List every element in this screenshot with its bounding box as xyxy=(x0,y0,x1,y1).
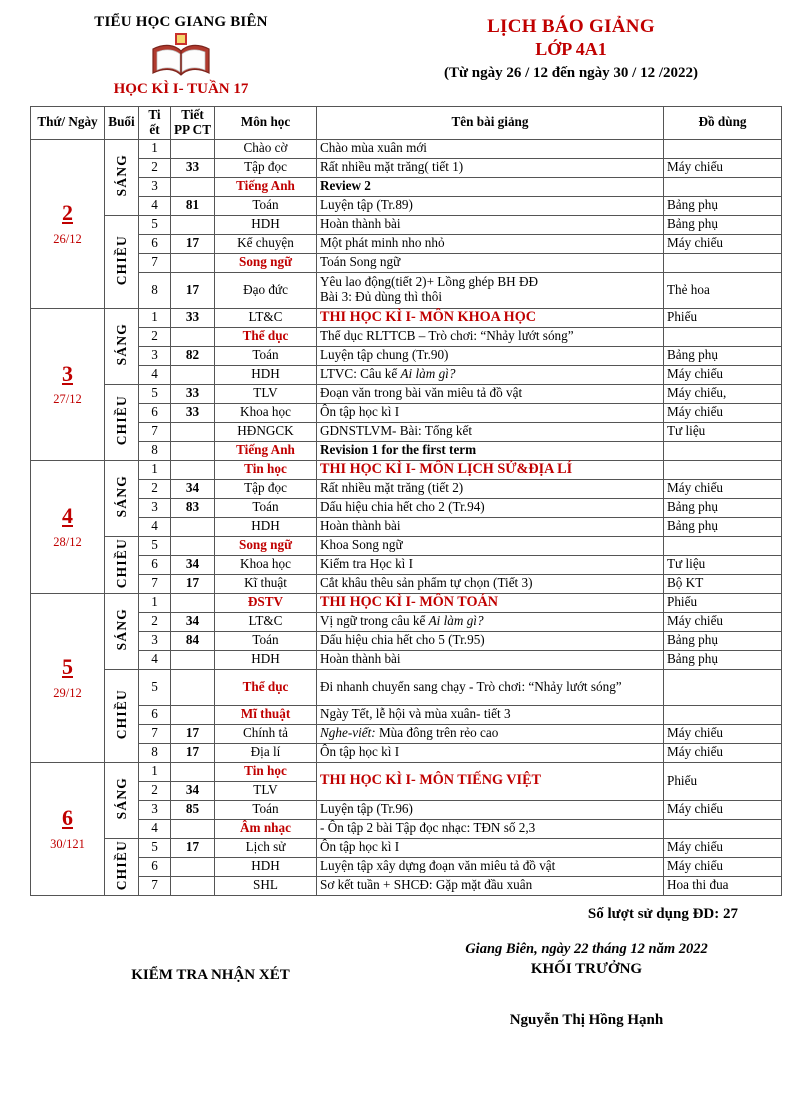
ppct-number: 34 xyxy=(171,479,215,498)
lesson-cell: Luyện tập (Tr.96) xyxy=(317,800,664,819)
lesson-cell: Vị ngữ trong câu kể Ai làm gì? xyxy=(317,612,664,631)
ppct-number: 33 xyxy=(171,384,215,403)
col-ppct: Tiết PP CT xyxy=(171,107,215,140)
subject-cell: LT&C xyxy=(215,308,317,327)
session-cell xyxy=(105,384,139,460)
subject-cell: HDH xyxy=(215,365,317,384)
lesson-cell: THI HỌC KÌ I- MÔN TIẾNG VIỆT xyxy=(317,762,664,800)
subject-cell: HĐNGCK xyxy=(215,422,317,441)
table-row xyxy=(31,460,782,479)
materials-cell: Bảng phụ xyxy=(664,631,782,650)
day-number: 4 xyxy=(62,503,73,529)
subject-cell: Thể dục xyxy=(215,327,317,346)
table-row xyxy=(31,724,782,743)
session-cell xyxy=(105,139,139,215)
ppct-number: 84 xyxy=(171,631,215,650)
table-row xyxy=(31,327,782,346)
materials-cell: Máy chiếu xyxy=(664,838,782,857)
materials-cell xyxy=(664,669,782,705)
lesson-cell: Kiểm tra Học kì I xyxy=(317,555,664,574)
period-number: 4 xyxy=(139,819,171,838)
materials-cell: Máy chiếu xyxy=(664,234,782,253)
lesson-cell: Toán Song ngữ xyxy=(317,253,664,272)
materials-cell: Bảng phụ xyxy=(664,215,782,234)
ppct-number xyxy=(171,819,215,838)
subject-cell: TLV xyxy=(215,384,317,403)
subject-cell: SHL xyxy=(215,876,317,895)
ppct-number xyxy=(171,215,215,234)
period-number: 2 xyxy=(139,781,171,800)
session-label: SÁNG xyxy=(113,154,129,197)
table-row xyxy=(31,215,782,234)
period-number: 6 xyxy=(139,555,171,574)
materials-cell: Máy chiếu xyxy=(664,365,782,384)
table-row xyxy=(31,743,782,762)
lesson-cell: THI HỌC KÌ I- MÔN LỊCH SỬ&ĐỊA LÍ xyxy=(317,460,664,479)
period-number: 4 xyxy=(139,365,171,384)
period-number: 6 xyxy=(139,403,171,422)
lesson-cell: Ôn tập học kì I xyxy=(317,403,664,422)
materials-cell: Máy chiếu xyxy=(664,403,782,422)
materials-cell xyxy=(664,460,782,479)
period-number: 6 xyxy=(139,705,171,724)
schedule-table xyxy=(30,106,782,896)
table-row xyxy=(31,517,782,536)
materials-cell xyxy=(664,139,782,158)
place-date: Giang Biên, ngày 22 tháng 12 năm 2022 xyxy=(465,940,708,957)
materials-cell: Thẻ hoa xyxy=(664,272,782,308)
table-row xyxy=(31,555,782,574)
table-row xyxy=(31,857,782,876)
inspection-label: KIỂM TRA NHẬN XÉT xyxy=(131,966,290,983)
ppct-number: 17 xyxy=(171,838,215,857)
role-label: KHỐI TRƯỞNG xyxy=(530,960,643,977)
period-number: 8 xyxy=(139,272,171,308)
lesson-cell: Khoa Song ngữ xyxy=(317,536,664,555)
period-number: 3 xyxy=(139,177,171,196)
materials-cell: Phiếu xyxy=(664,762,782,800)
materials-cell: Bảng phụ xyxy=(664,498,782,517)
day-date: 27/12 xyxy=(53,392,82,407)
ppct-number xyxy=(171,327,215,346)
ppct-number: 17 xyxy=(171,724,215,743)
ppct-number xyxy=(171,253,215,272)
materials-cell: Hoa thi đua xyxy=(664,876,782,895)
subject-cell: Đạo đức xyxy=(215,272,317,308)
period-number: 6 xyxy=(139,234,171,253)
table-row xyxy=(31,705,782,724)
session-cell xyxy=(105,593,139,669)
ppct-number: 17 xyxy=(171,743,215,762)
day-date: 30/121 xyxy=(50,836,85,851)
session-label: SÁNG xyxy=(113,323,129,366)
lesson-cell: Hoàn thành bài xyxy=(317,650,664,669)
document-header xyxy=(0,0,812,98)
subject-cell: HDH xyxy=(215,857,317,876)
lesson-cell: Rất nhiều mặt trăng( tiết 1) xyxy=(317,158,664,177)
col-subject: Môn học xyxy=(215,107,317,140)
lesson-cell: Chào mùa xuân mới xyxy=(317,139,664,158)
ppct-number xyxy=(171,139,215,158)
day-cell xyxy=(31,460,105,593)
table-row xyxy=(31,593,782,612)
day-number: 2 xyxy=(62,200,73,226)
table-row xyxy=(31,669,782,705)
materials-cell: Bảng phụ xyxy=(664,517,782,536)
ppct-number: 17 xyxy=(171,574,215,593)
subject-cell: Lịch sử xyxy=(215,838,317,857)
table-row xyxy=(31,158,782,177)
subject-cell: Khoa học xyxy=(215,403,317,422)
class-label: LỚP 4A1 xyxy=(535,39,607,59)
lesson-cell: Hoàn thành bài xyxy=(317,215,664,234)
ppct-number xyxy=(171,422,215,441)
subject-cell: Âm nhạc xyxy=(215,819,317,838)
header-left-block xyxy=(16,14,346,98)
table-row xyxy=(31,234,782,253)
lesson-cell: - Ôn tập 2 bài Tập đọc nhạc: TĐN số 2,3 xyxy=(317,819,664,838)
period-number: 1 xyxy=(139,460,171,479)
materials-cell: Máy chiếu, xyxy=(664,384,782,403)
document-title: LỊCH BÁO GIẢNG xyxy=(487,16,655,37)
table-row xyxy=(31,365,782,384)
session-label: CHIỀU xyxy=(113,234,129,285)
subject-cell: Tập đọc xyxy=(215,479,317,498)
session-label: CHIỀU xyxy=(113,537,129,588)
lesson-cell: Ngày Tết, lễ hội và mùa xuân- tiết 3 xyxy=(317,705,664,724)
period-number: 2 xyxy=(139,158,171,177)
day-date: 26/12 xyxy=(53,231,82,246)
lesson-cell: Hoàn thành bài xyxy=(317,517,664,536)
subject-cell: Khoa học xyxy=(215,555,317,574)
period-number: 3 xyxy=(139,800,171,819)
signature-block xyxy=(391,941,782,1029)
session-cell xyxy=(105,536,139,593)
subject-cell: Tin học xyxy=(215,460,317,479)
period-number: 2 xyxy=(139,612,171,631)
subject-cell: HDH xyxy=(215,517,317,536)
period-number: 7 xyxy=(139,724,171,743)
ppct-number: 17 xyxy=(171,234,215,253)
ppct-number: 33 xyxy=(171,308,215,327)
subject-cell: Tập đọc xyxy=(215,158,317,177)
day-date: 28/12 xyxy=(53,534,82,549)
materials-cell: Máy chiếu xyxy=(664,800,782,819)
ppct-number: 34 xyxy=(171,612,215,631)
table-header xyxy=(31,107,782,140)
col-materials: Đồ dùng xyxy=(664,107,782,140)
lesson-cell: Đi nhanh chuyển sang chạy - Trò chơi: “Nhảy lướt sóng” xyxy=(317,669,664,705)
period-number: 3 xyxy=(139,631,171,650)
table-row xyxy=(31,196,782,215)
table-row xyxy=(31,650,782,669)
session-cell xyxy=(105,308,139,384)
lesson-cell: Rất nhiều mặt trăng (tiết 2) xyxy=(317,479,664,498)
subject-cell: LT&C xyxy=(215,612,317,631)
table-row xyxy=(31,536,782,555)
day-cell xyxy=(31,308,105,460)
ppct-number xyxy=(171,593,215,612)
materials-cell: Bảng phụ xyxy=(664,196,782,215)
header-right-block xyxy=(346,14,796,82)
ppct-number: 17 xyxy=(171,272,215,308)
lesson-cell: Luyện tập xây dựng đoạn văn miêu tả đồ vật xyxy=(317,857,664,876)
period-number: 1 xyxy=(139,762,171,781)
day-cell xyxy=(31,762,105,895)
materials-cell: Phiếu xyxy=(664,308,782,327)
materials-cell xyxy=(664,705,782,724)
table-row xyxy=(31,574,782,593)
materials-cell: Máy chiếu xyxy=(664,158,782,177)
subject-cell: Tin học xyxy=(215,762,317,781)
col-lesson: Tên bài giảng xyxy=(317,107,664,140)
table-row xyxy=(31,346,782,365)
lesson-cell: Ôn tập học kì I xyxy=(317,743,664,762)
school-name: TIỂU HỌC GIANG BIÊN xyxy=(94,14,268,30)
materials-cell: Bộ KT xyxy=(664,574,782,593)
ppct-number xyxy=(171,177,215,196)
materials-cell: Bảng phụ xyxy=(664,346,782,365)
subject-cell: ĐSTV xyxy=(215,593,317,612)
ppct-number xyxy=(171,876,215,895)
table-row xyxy=(31,800,782,819)
table-row xyxy=(31,479,782,498)
period-number: 7 xyxy=(139,574,171,593)
subject-cell: Kể chuyện xyxy=(215,234,317,253)
period-number: 5 xyxy=(139,838,171,857)
subject-cell: HDH xyxy=(215,650,317,669)
subject-cell: Mĩ thuật xyxy=(215,705,317,724)
table-row xyxy=(31,631,782,650)
lesson-cell: Một phát minh nho nhỏ xyxy=(317,234,664,253)
signature-row xyxy=(30,941,782,1029)
lesson-cell: GDNSTLVM- Bài: Tổng kết xyxy=(317,422,664,441)
lesson-cell: Đoạn văn trong bài văn miêu tả đồ vật xyxy=(317,384,664,403)
lesson-cell: Luyện tập chung (Tr.90) xyxy=(317,346,664,365)
subject-cell: Song ngữ xyxy=(215,253,317,272)
term-week-label: HỌC KÌ I- TUẦN 17 xyxy=(113,81,249,97)
table-row xyxy=(31,308,782,327)
period-number: 3 xyxy=(139,346,171,365)
lesson-cell: THI HỌC KÌ I- MÔN KHOA HỌC xyxy=(317,308,664,327)
subject-cell: Chào cờ xyxy=(215,139,317,158)
session-label: SÁNG xyxy=(113,475,129,518)
materials-cell xyxy=(664,177,782,196)
lesson-cell: Dấu hiệu chia hết cho 2 (Tr.94) xyxy=(317,498,664,517)
materials-cell xyxy=(664,441,782,460)
materials-cell xyxy=(664,327,782,346)
period-number: 1 xyxy=(139,139,171,158)
period-number: 7 xyxy=(139,253,171,272)
date-range: (Từ ngày 26 / 12 đến ngày 30 / 12 /2022) xyxy=(443,65,699,81)
session-cell xyxy=(105,215,139,308)
period-number: 2 xyxy=(139,479,171,498)
ppct-number xyxy=(171,365,215,384)
table-row xyxy=(31,177,782,196)
day-date: 29/12 xyxy=(53,685,82,700)
period-number: 7 xyxy=(139,876,171,895)
subject-cell: Toán xyxy=(215,196,317,215)
period-number: 3 xyxy=(139,498,171,517)
materials-cell: Tư liệu xyxy=(664,555,782,574)
subject-cell: Toán xyxy=(215,498,317,517)
subject-cell: Tiếng Anh xyxy=(215,177,317,196)
period-number: 5 xyxy=(139,215,171,234)
period-number: 8 xyxy=(139,441,171,460)
session-label: SÁNG xyxy=(113,608,129,651)
table-body xyxy=(31,139,782,895)
materials-cell: Bảng phụ xyxy=(664,650,782,669)
table-row xyxy=(31,762,782,781)
period-number: 1 xyxy=(139,593,171,612)
period-number: 4 xyxy=(139,196,171,215)
ppct-number xyxy=(171,536,215,555)
day-cell xyxy=(31,593,105,762)
period-number: 5 xyxy=(139,669,171,705)
lesson-cell: Yêu lao động(tiết 2)+ Lồng ghép BH ĐĐ Bài 3: Đủ dùng thì thôi xyxy=(317,272,664,308)
period-number: 5 xyxy=(139,384,171,403)
materials-cell: Máy chiếu xyxy=(664,743,782,762)
materials-cell: Máy chiếu xyxy=(664,857,782,876)
col-session: Buổi xyxy=(105,107,139,140)
period-number: 4 xyxy=(139,517,171,536)
ppct-number: 85 xyxy=(171,800,215,819)
ppct-number: 33 xyxy=(171,403,215,422)
subject-cell: Kĩ thuật xyxy=(215,574,317,593)
ppct-number xyxy=(171,441,215,460)
session-cell xyxy=(105,669,139,762)
ppct-number: 34 xyxy=(171,781,215,800)
ppct-number: 83 xyxy=(171,498,215,517)
lesson-cell: Luyện tập (Tr.89) xyxy=(317,196,664,215)
table-row xyxy=(31,819,782,838)
ppct-number: 81 xyxy=(171,196,215,215)
table-row xyxy=(31,384,782,403)
ppct-number xyxy=(171,705,215,724)
lesson-cell: Cắt khâu thêu sản phẩm tự chọn (Tiết 3) xyxy=(317,574,664,593)
materials-cell: Phiếu xyxy=(664,593,782,612)
period-number: 2 xyxy=(139,327,171,346)
subject-cell: Toán xyxy=(215,800,317,819)
period-number: 7 xyxy=(139,422,171,441)
day-number: 6 xyxy=(62,805,73,831)
period-number: 4 xyxy=(139,650,171,669)
lesson-cell: Dấu hiệu chia hết cho 5 (Tr.95) xyxy=(317,631,664,650)
subject-cell: HDH xyxy=(215,215,317,234)
lesson-cell: Nghe-viết: Mùa đông trên rẻo cao xyxy=(317,724,664,743)
subject-cell: Toán xyxy=(215,346,317,365)
session-cell xyxy=(105,460,139,536)
session-label: SÁNG xyxy=(113,777,129,820)
usage-count: Số lượt sử dụng ĐD: 27 xyxy=(587,905,738,922)
table-row xyxy=(31,272,782,308)
period-number: 8 xyxy=(139,743,171,762)
document-footer xyxy=(30,906,782,1029)
ppct-number: 82 xyxy=(171,346,215,365)
session-label: CHIỀU xyxy=(113,688,129,739)
materials-cell xyxy=(664,819,782,838)
ppct-number xyxy=(171,857,215,876)
session-cell xyxy=(105,762,139,838)
ppct-number xyxy=(171,460,215,479)
col-day: Thứ/ Ngày xyxy=(31,107,105,140)
materials-cell: Tư liệu xyxy=(664,422,782,441)
materials-cell xyxy=(664,253,782,272)
lesson-cell: Ôn tập học kì I xyxy=(317,838,664,857)
session-cell xyxy=(105,838,139,895)
table-row xyxy=(31,403,782,422)
day-number: 5 xyxy=(62,654,73,680)
ppct-number xyxy=(171,517,215,536)
session-label: CHIỀU xyxy=(113,839,129,890)
period-number: 1 xyxy=(139,308,171,327)
table-row xyxy=(31,139,782,158)
table-row xyxy=(31,253,782,272)
subject-cell: Địa lí xyxy=(215,743,317,762)
ppct-number xyxy=(171,650,215,669)
lesson-cell: Sơ kết tuần + SHCĐ: Gặp mặt đầu xuân xyxy=(317,876,664,895)
materials-cell: Máy chiếu xyxy=(664,479,782,498)
subject-cell: Toán xyxy=(215,631,317,650)
table-row xyxy=(31,441,782,460)
open-book-icon xyxy=(149,33,213,79)
ppct-number: 34 xyxy=(171,555,215,574)
lesson-cell: LTVC: Câu kể Ai làm gì? xyxy=(317,365,664,384)
materials-cell xyxy=(664,536,782,555)
signer-name: Nguyễn Thị Hồng Hạnh xyxy=(509,1011,664,1028)
lesson-cell: Thể dục RLTTCB – Trò chơi: “Nhảy lướt sóng” xyxy=(317,327,664,346)
subject-cell: Song ngữ xyxy=(215,536,317,555)
period-number: 5 xyxy=(139,536,171,555)
session-label: CHIỀU xyxy=(113,395,129,446)
table-row xyxy=(31,422,782,441)
ppct-number xyxy=(171,669,215,705)
lesson-cell: Review 2 xyxy=(317,177,664,196)
day-number: 3 xyxy=(62,360,73,386)
subject-cell: TLV xyxy=(215,781,317,800)
table-row xyxy=(31,612,782,631)
col-period: Ti ết xyxy=(139,107,171,140)
table-row xyxy=(31,838,782,857)
materials-cell: Máy chiếu xyxy=(664,612,782,631)
period-number: 6 xyxy=(139,857,171,876)
materials-cell: Máy chiếu xyxy=(664,724,782,743)
lesson-cell: Revision 1 for the first term xyxy=(317,441,664,460)
subject-cell: Tiếng Anh xyxy=(215,441,317,460)
table-row xyxy=(31,876,782,895)
ppct-number: 33 xyxy=(171,158,215,177)
table-row xyxy=(31,498,782,517)
ppct-number xyxy=(171,762,215,781)
subject-cell: Chính tả xyxy=(215,724,317,743)
subject-cell: Thể dục xyxy=(215,669,317,705)
lesson-cell: THI HỌC KÌ I- MÔN TOÁN xyxy=(317,593,664,612)
day-cell xyxy=(31,139,105,308)
